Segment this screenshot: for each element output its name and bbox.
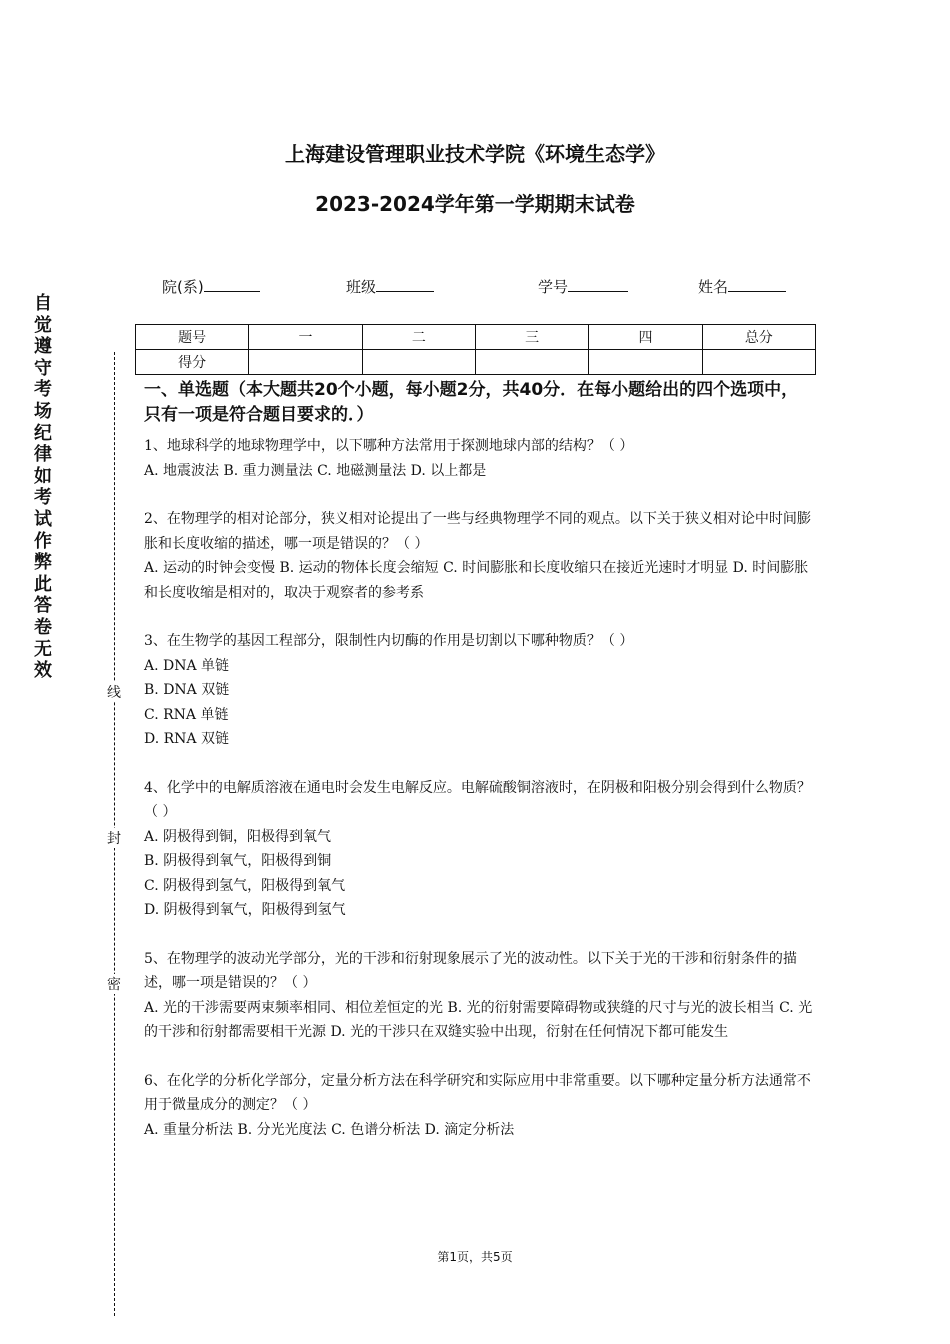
question-text: 1、地球科学的地球物理学中，以下哪种方法常用于探测地球内部的结构？（ ） bbox=[144, 438, 634, 454]
score-table bbox=[135, 324, 816, 375]
option-a[interactable]: A. 阴极得到铜，阳极得到氧气 bbox=[144, 828, 332, 845]
score-header-cell: 四 bbox=[589, 325, 702, 350]
score-header-cell: 二 bbox=[362, 325, 475, 350]
name-blank[interactable] bbox=[728, 277, 786, 292]
side-warning-text: 自觉遵守考场纪律如考试作弊此答卷无效 bbox=[34, 293, 52, 682]
question-4 bbox=[144, 776, 814, 923]
option-c[interactable]: C. 阴极得到氢气，阳极得到氧气 bbox=[144, 877, 346, 894]
question-text: 6、在化学的分析化学部分，定量分析方法在科学研究和实际应用中非常重要。以下哪种定量分析方法通常不用于微量成分的测定？（ ） bbox=[144, 1072, 811, 1113]
exam-title-line1: 上海建设管理职业技术学院《环境生态学》 bbox=[285, 142, 665, 166]
class-label: 班级 bbox=[346, 278, 377, 296]
name-field[interactable] bbox=[698, 276, 786, 297]
score-cell[interactable] bbox=[249, 350, 362, 375]
option-line[interactable]: A. 运动的时钟会变慢 B. 运动的物体长度会缩短 C. 时间膨胀和长度收缩只在接近光速时才明显 D. 时间膨胀和长度收缩是相对的，取决于观察者的参考系 bbox=[144, 560, 809, 601]
binding-mark-seal: 封 bbox=[106, 828, 122, 848]
score-table-score-row bbox=[136, 350, 816, 375]
option-d[interactable]: D. RNA 双链 bbox=[144, 731, 229, 747]
binding-mark-line: 线 bbox=[106, 682, 122, 702]
section-title: 一、单选题（本大题共20个小题，每小题2分，共40分．在每小题给出的四个选项中，只有一项是符合题目要求的．） bbox=[144, 380, 799, 425]
score-header-cell: 总分 bbox=[702, 325, 815, 350]
question-5 bbox=[144, 947, 814, 1045]
option-line[interactable]: A. 地震波法 B. 重力测量法 C. 地磁测量法 D. 以上都是 bbox=[144, 462, 487, 479]
name-label: 姓名 bbox=[698, 278, 729, 296]
score-cell[interactable] bbox=[589, 350, 702, 375]
question-text: 3、在生物学的基因工程部分，限制性内切酶的作用是切割以下哪种物质？（ ） bbox=[144, 633, 634, 649]
student-id-label: 学号 bbox=[538, 278, 569, 296]
class-field[interactable] bbox=[346, 276, 434, 297]
question-6 bbox=[144, 1069, 814, 1143]
dept-label: 院(系) bbox=[162, 278, 204, 296]
score-cell[interactable] bbox=[362, 350, 475, 375]
dept-blank[interactable] bbox=[204, 277, 260, 292]
binding-mark-secret: 密 bbox=[106, 974, 122, 994]
question-2 bbox=[144, 507, 814, 605]
question-1 bbox=[144, 434, 814, 483]
exam-title-line2: 2023-2024学年第一学期期末试卷 bbox=[315, 192, 635, 216]
class-blank[interactable] bbox=[376, 277, 434, 292]
question-text: 2、在物理学的相对论部分，狭义相对论提出了一些与经典物理学不同的观点。以下关于狭义相对论中时间膨胀和长度收缩的描述，哪一项是错误的？（ ） bbox=[144, 511, 811, 552]
score-cell[interactable] bbox=[475, 350, 588, 375]
option-b[interactable]: B. DNA 双链 bbox=[144, 682, 230, 698]
question-section bbox=[144, 378, 814, 1166]
question-3 bbox=[144, 629, 814, 752]
score-header-cell: 三 bbox=[475, 325, 588, 350]
option-b[interactable]: B. 阴极得到氧气，阳极得到铜 bbox=[144, 853, 332, 869]
option-c[interactable]: C. RNA 单链 bbox=[144, 706, 229, 723]
score-header-cell: 题号 bbox=[136, 325, 249, 350]
option-d[interactable]: D. 阴极得到氧气，阳极得到氢气 bbox=[144, 902, 346, 918]
score-row-label: 得分 bbox=[136, 350, 249, 375]
dept-field[interactable] bbox=[162, 276, 260, 297]
student-id-field[interactable] bbox=[538, 276, 628, 297]
student-id-blank[interactable] bbox=[568, 277, 628, 292]
question-text: 4、化学中的电解质溶液在通电时会发生电解反应。电解硫酸铜溶液时，在阴极和阳极分别会得到什么物质？（ ） bbox=[144, 779, 811, 820]
score-table-header-row bbox=[136, 325, 816, 350]
score-header-cell: 一 bbox=[249, 325, 362, 350]
option-line[interactable]: A. 重量分析法 B. 分光光度法 C. 色谱分析法 D. 滴定分析法 bbox=[144, 1121, 515, 1138]
score-cell[interactable] bbox=[702, 350, 815, 375]
option-a[interactable]: A. DNA 单链 bbox=[144, 657, 230, 674]
question-text: 5、在物理学的波动光学部分，光的干涉和衍射现象展示了光的波动性。以下关于光的干涉和衍射条件的描述，哪一项是错误的？（ ） bbox=[144, 950, 797, 991]
option-line[interactable]: A. 光的干涉需要两束频率相同、相位差恒定的光 B. 光的衍射需要障碍物或狭缝的尺寸与光的波长相当 C. 光的干涉和衍射都需要相干光源 D. 光的干涉只在双缝实验中出现，衍射在任何情况下都可能发生 bbox=[144, 999, 813, 1040]
page-footer: 第1页，共5页 bbox=[437, 1250, 513, 1264]
